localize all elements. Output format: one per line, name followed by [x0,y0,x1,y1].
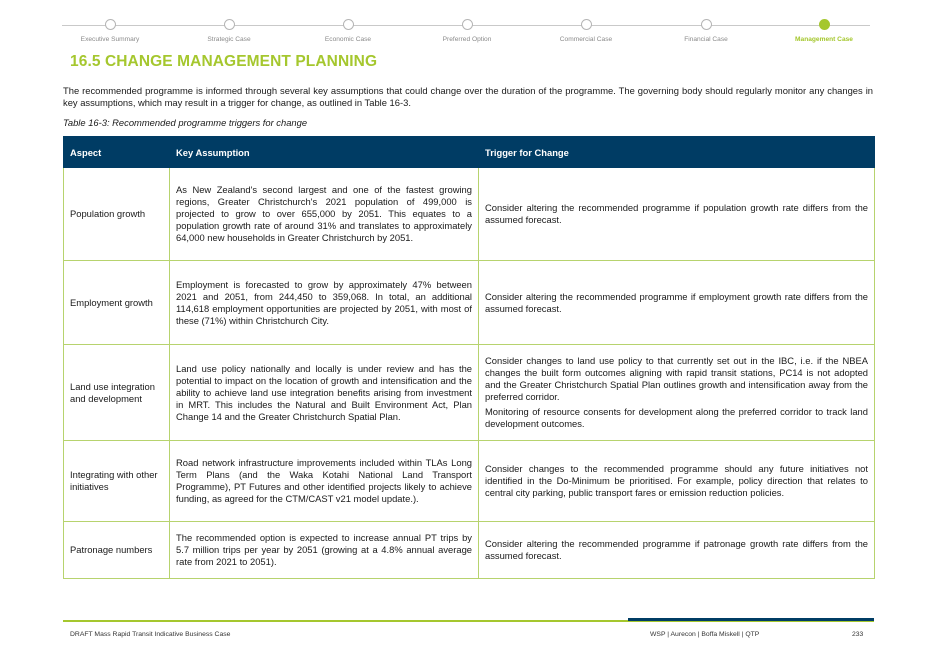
trigger-text: Consider altering the recommended programme if employment growth rate differs from the assumed forecast. [485,290,868,314]
step-management-case[interactable] [769,19,879,43]
trigger-text: Consider changes to the recommended programme should any future initiatives not identified in the Do-Minimum be prioritised. For example, policy direction that relates to central city parking, public transport fares or emission reduction policies. [485,463,868,498]
aspect-cell: Integrating with other initiatives [64,441,170,522]
header-trigger-for-change: Trigger for Change [479,137,875,168]
trigger-text: Consider altering the recommended programme if patronage growth rate differs from the assumed forecast. [485,538,868,561]
assumption-cell: Land use policy nationally and locally is under review and has the potential to impact on the location of growth and intensification and the ability to achieve land use integration benefits arising from investment in MRT. This includes the Natural and Built Environment Act, Plan Change 14 and the Greater Christchurch Spatial Plan. [170,345,479,441]
footer-page-number: 233 [852,631,864,638]
intro-paragraph: The recommended programme is informed through several key assumptions that could change over the duration of the programme. The governing body should regularly monitor any changes in key assumptions, which may result in a trigger for change, as outlined in Table 16-3. [63,85,873,108]
trigger-cell [479,522,875,579]
step-label: Strategic Case [207,36,251,43]
trigger-cell [479,345,875,441]
trigger-cell [479,168,875,261]
step-label: Executive Summary [80,36,140,43]
footer-authors: WSP | Aurecon | Boffa Miskell | QTP [650,631,760,638]
step-economic-case[interactable] [293,19,403,43]
step-label: Commercial Case [559,36,613,43]
step-strategic-case[interactable] [174,19,284,43]
step-dot [701,19,712,30]
table-row [64,168,875,261]
step-dot [224,19,235,30]
step-label: Management Case [795,36,853,43]
assumption-cell: The recommended option is expected to increase annual PT trips by 5.7 million trips per year by 2051 (growing at a 4.8% annual average rate from 2021 to 2051). [170,522,479,579]
trigger-cell [479,261,875,345]
table-row [64,345,875,441]
trigger-cell [479,441,875,522]
step-dot [105,19,116,30]
assumption-cell: Road network infrastructure improvements included within TLAs Long Term Plans (and the Waka Kotahi National Land Transport Programme), PT Futures and other identified projects likely to achieve funding, as agreed for the CTM/CAST v21 model update.). [170,441,479,522]
trigger-text: Monitoring of resource consents for development along the preferred corridor to track land development outcomes. [485,406,868,429]
step-financial-case[interactable] [651,19,761,43]
step-label: Economic Case [324,36,372,43]
aspect-cell: Patronage numbers [64,522,170,579]
step-commercial-case[interactable] [531,19,641,43]
section-progress-nav [62,14,870,48]
trigger-text: Consider changes to land use policy to that currently set out in the IBC, i.e. if the NBEA changes the built form outcomes aligning with rapid transit stations, PC14 is not adopted and the Greater Christchurch Spatial Plan outlines growth and intensification away from the preferred corridor. [485,355,868,402]
triggers-table [63,136,875,579]
step-dot [343,19,354,30]
aspect-cell: Population growth [64,168,170,261]
aspect-cell: Land use integration and development [64,345,170,441]
trigger-text: Consider altering the recommended programme if population growth rate differs from the assumed forecast. [485,202,868,225]
section-title: 16.5 CHANGE MANAGEMENT PLANNING [70,53,378,70]
step-executive-summary[interactable] [55,19,165,43]
step-dot [462,19,473,30]
aspect-cell: Employment growth [64,261,170,345]
header-aspect: Aspect [64,137,170,168]
table-header-row [64,137,875,168]
table-row [64,522,875,579]
assumption-cell: Employment is forecasted to grow by approximately 47% between 2021 and 2051, from 244,450 to 359,068. In total, an additional 114,618 employment opportunities are projected by 2051, with most of these (71%) within Christchurch City. [170,261,479,345]
assumption-cell: As New Zealand's second largest and one of the fastest growing regions, Greater Christchurch's 2021 population of 499,000 is projected to grow to over 655,000 by 2051. This equates to a population growth rate of around 31% and translates to approximately 64,000 new households in Greater Christchurch by 2051. [170,168,479,261]
step-label: Preferred Option [442,36,492,43]
step-dot [581,19,592,30]
header-key-assumption: Key Assumption [170,137,479,168]
step-dot-active [819,19,830,30]
footer-accent-bar [628,618,874,621]
table-row [64,441,875,522]
step-label: Financial Case [684,36,728,43]
table-row [64,261,875,345]
table-caption: Table 16-3: Recommended programme triggers for change [63,117,308,128]
footer-document-title: DRAFT Mass Rapid Transit Indicative Business Case [70,631,231,638]
step-preferred-option[interactable] [412,19,522,43]
